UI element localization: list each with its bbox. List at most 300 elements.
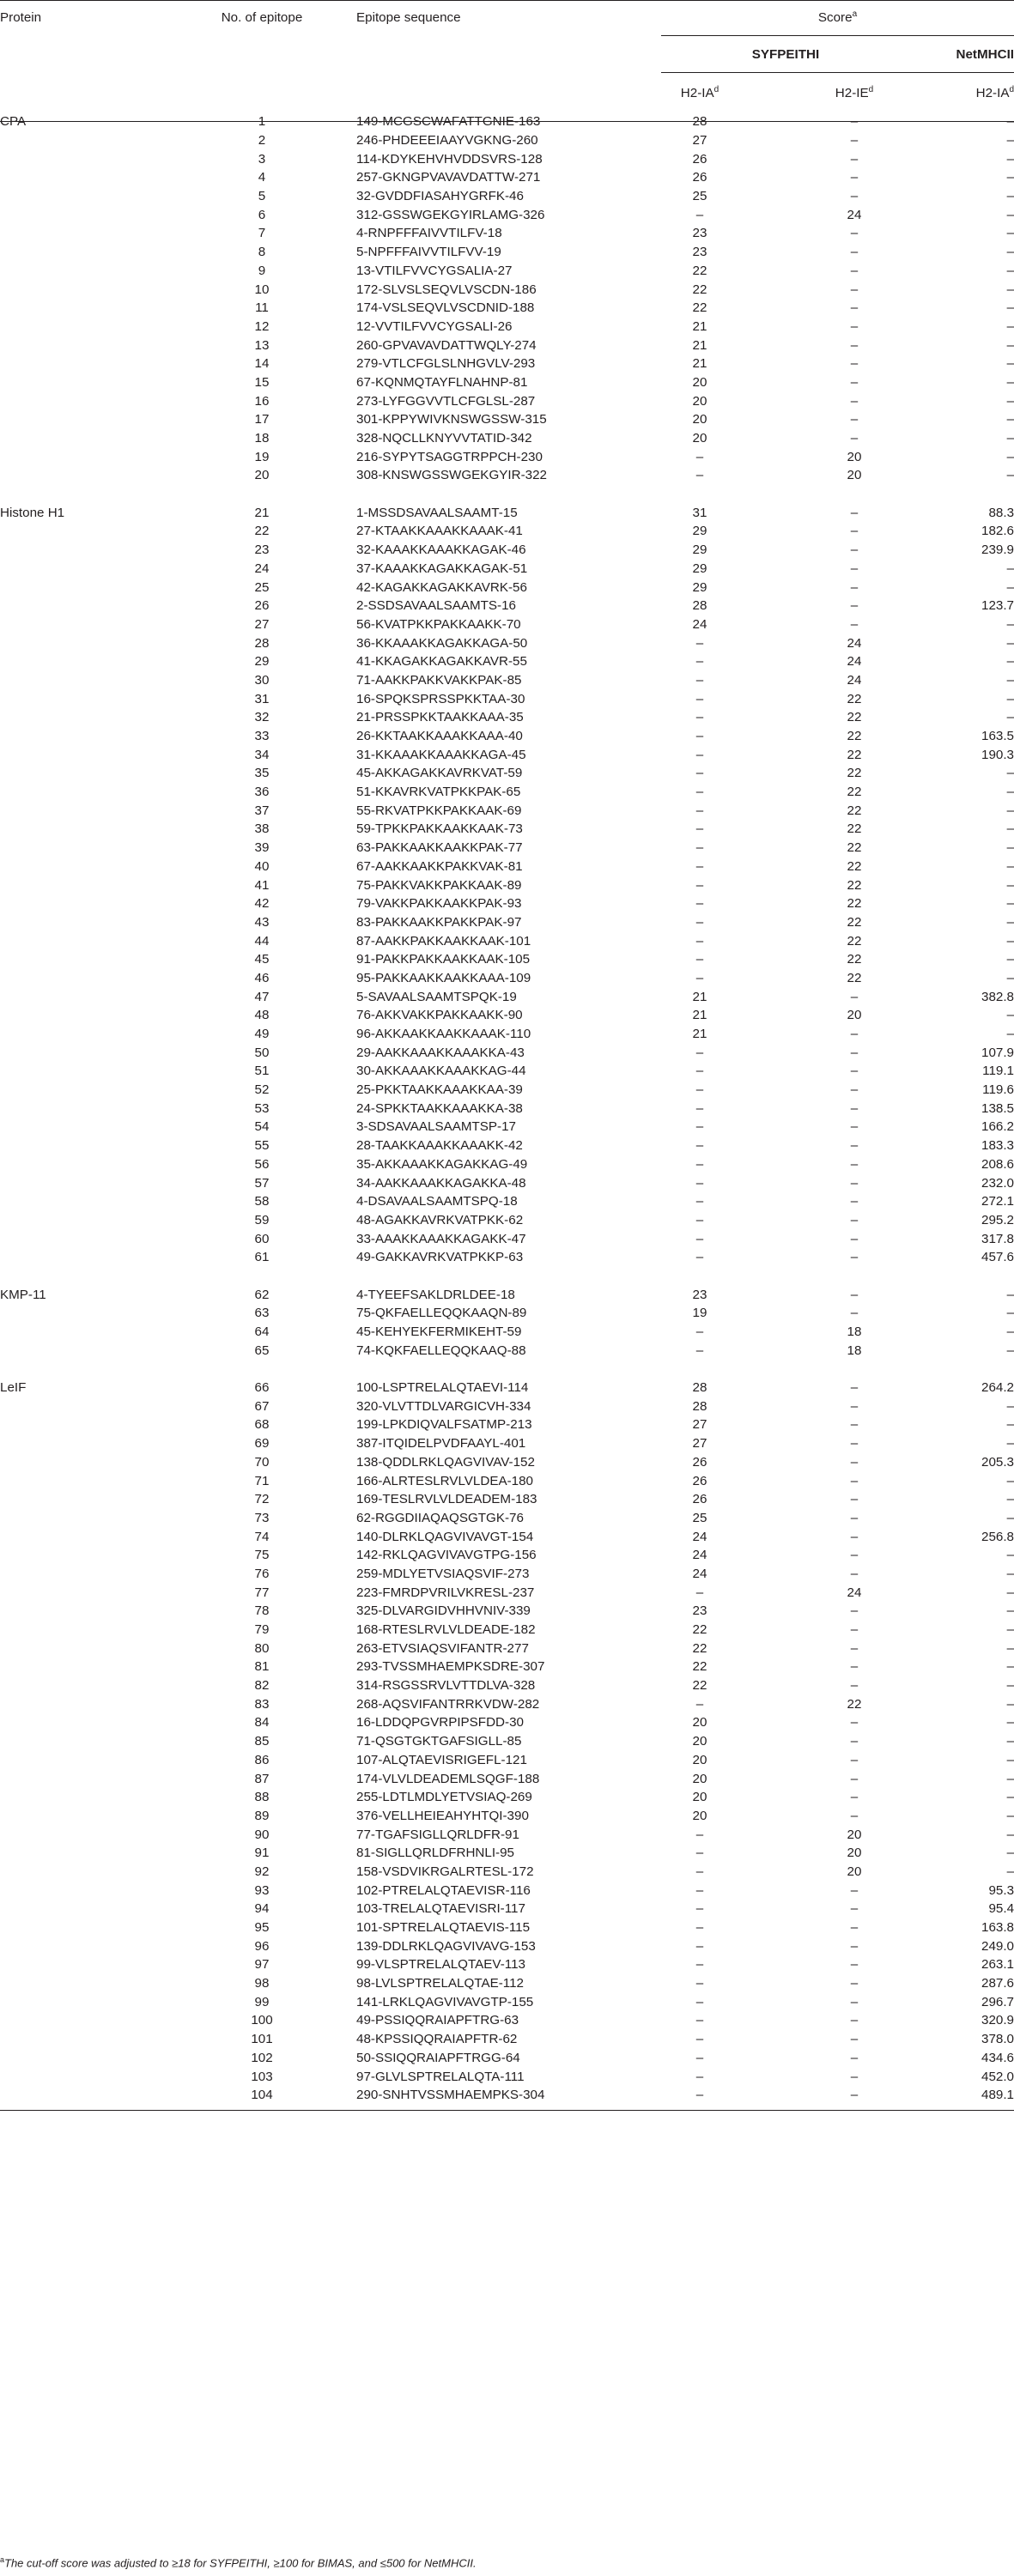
table-row	[0, 597, 1014, 615]
epitope-number-cell: 66	[254, 1380, 270, 1396]
protein-cell	[0, 1006, 167, 1025]
netmhcii-ia-cell: 378.0	[981, 2032, 1014, 2047]
syfpeithi-ie-cell: 24	[847, 672, 862, 688]
protein-cell	[0, 987, 167, 1006]
epitope-sequence-cell: 77-TGAFSIGLLQRLDFR-91	[356, 1827, 519, 1842]
netmhcii-ia-cell: –	[1006, 654, 1014, 670]
netmhcii-ia-cell: –	[1006, 1808, 1014, 1823]
protein-cell	[0, 1639, 167, 1658]
syfpeithi-ie-cell: –	[850, 1920, 859, 1936]
epitope-sequence-cell: 74-KQKFAELLEQQKAAQ-88	[356, 1343, 526, 1358]
syfpeithi-ie-cell: –	[850, 616, 859, 632]
syfpeithi-ia-cell: –	[695, 1156, 704, 1172]
protein-cell	[0, 1769, 167, 1788]
syfpeithi-ia-cell: –	[695, 785, 704, 800]
epitope-number-cell: 74	[254, 1529, 270, 1544]
epitope-number-cell: 55	[254, 1138, 270, 1154]
syfpeithi-ia-cell: –	[695, 2069, 704, 2084]
netmhcii-ia-cell: 382.8	[981, 989, 1014, 1004]
protein-cell	[0, 522, 167, 541]
table-row	[0, 578, 1014, 597]
netmhcii-ia-cell: –	[1006, 616, 1014, 632]
epitope-sequence-cell: 59-TPKKPAKKAAKKAAK-73	[356, 821, 523, 837]
syfpeithi-ia-cell: –	[695, 2032, 704, 2047]
table-row	[0, 858, 1014, 876]
syfpeithi-ia-cell: 21	[692, 356, 707, 372]
syfpeithi-ie-cell: 24	[847, 1585, 862, 1600]
netmhcii-ia-cell: –	[1006, 1473, 1014, 1488]
syfpeithi-ia-cell: –	[695, 1938, 704, 1954]
syfpeithi-ie-cell: –	[850, 1771, 859, 1786]
protein-cell	[0, 1937, 167, 1955]
group-spacer	[0, 1360, 1014, 1379]
table-row	[0, 783, 1014, 802]
epitope-number-cell: 80	[254, 1640, 270, 1656]
epitope-number-cell: 19	[254, 449, 270, 464]
epitope-sequence-cell: 100-LSPTRELALQTAEVI-114	[356, 1380, 529, 1396]
syfpeithi-ia-cell: 26	[692, 1454, 707, 1470]
table-row	[0, 1732, 1014, 1751]
epitope-sequence-cell: 174-VSLSEQVLVSCDNID-188	[356, 300, 535, 316]
syfpeithi-ie-cell: –	[850, 1250, 859, 1265]
epitope-number-cell: 97	[254, 1957, 270, 1973]
syfpeithi-ie-cell: 22	[847, 877, 862, 893]
epitope-number-cell: 75	[254, 1548, 270, 1563]
epitope-sequence-cell: 301-KPPYWIVKNSWGSSW-315	[356, 412, 547, 427]
table-row	[0, 1900, 1014, 1918]
group-spacer	[0, 485, 1014, 504]
epitope-number-cell: 71	[254, 1473, 270, 1488]
netmhcii-ia-cell: –	[1006, 449, 1014, 464]
netmhcii-ia-cell: 239.9	[981, 542, 1014, 558]
netmhcii-ia-cell: –	[1006, 840, 1014, 856]
netmhcii-ia-cell: 457.6	[981, 1250, 1014, 1265]
table-row	[0, 820, 1014, 839]
epitope-number-cell: 7	[258, 226, 266, 241]
protein-cell	[0, 783, 167, 802]
epitope-sequence-cell: 140-DLRKLQAGVIVAVGT-154	[356, 1529, 534, 1544]
table-row	[0, 391, 1014, 410]
netmhcii-ia-cell: 166.2	[981, 1119, 1014, 1135]
netmhcii-ia-cell: –	[1006, 766, 1014, 781]
syfpeithi-ie-cell: 18	[847, 1343, 862, 1358]
epitope-number-cell: 34	[254, 747, 270, 762]
syfpeithi-ie-cell: –	[850, 1752, 859, 1767]
syfpeithi-ia-cell: 28	[692, 1398, 707, 1414]
syfpeithi-ia-cell: 23	[692, 245, 707, 260]
syfpeithi-ie-cell: –	[850, 226, 859, 241]
header-rule	[0, 121, 1014, 122]
epitope-sequence-cell: 139-DDLRKLQAGVIVAVG-153	[356, 1938, 536, 1954]
syfpeithi-ia-cell: –	[695, 710, 704, 725]
syfpeithi-ia-cell: –	[695, 1324, 704, 1340]
epitope-sequence-cell: 168-RTESLRVLVLDEADE-182	[356, 1622, 536, 1638]
syfpeithi-ie-cell: 20	[847, 1864, 862, 1879]
syfpeithi-ie-cell: 24	[847, 207, 862, 222]
protein-cell	[0, 1992, 167, 2011]
syfpeithi-ie-cell: –	[850, 505, 859, 520]
table-row	[0, 1974, 1014, 1993]
epitope-number-cell: 94	[254, 1901, 270, 1917]
netmhcii-ia-cell: –	[1006, 1696, 1014, 1712]
table-row	[0, 913, 1014, 932]
epitope-sequence-cell: 71-QSGTGKTGAFSIGLL-85	[356, 1734, 522, 1749]
score-header: Score$^a$	[661, 0, 1014, 36]
epitope-sequence-cell: 75-QKFAELLEQQKAAQN-89	[356, 1306, 527, 1321]
syfpeithi-ie-cell: 22	[847, 858, 862, 874]
table-row	[0, 1192, 1014, 1211]
protein-cell	[0, 2030, 167, 2049]
epitope-number-cell: 89	[254, 1808, 270, 1823]
table-row	[0, 969, 1014, 988]
netmhcii-ia-cell: –	[1006, 1640, 1014, 1656]
protein-cell	[0, 1788, 167, 1807]
epitope-sequence-cell: 32-KAAAKKAAAKKAGAK-46	[356, 542, 526, 558]
protein-cell	[0, 597, 167, 615]
protein-cell	[0, 1676, 167, 1695]
syfpeithi-ie-cell: –	[850, 337, 859, 353]
epitope-sequence-cell: 62-RGGDIIAQAQSGTGK-76	[356, 1510, 524, 1525]
netmhcii-ia-cell: –	[1006, 914, 1014, 930]
protein-cell	[0, 1099, 167, 1118]
protein-cell	[0, 447, 167, 466]
protein-cell	[0, 373, 167, 392]
syfpeithi-ia-cell: 20	[692, 1752, 707, 1767]
syfpeithi-ia-cell: –	[695, 933, 704, 949]
syfpeithi-ia-cell: 26	[692, 1473, 707, 1488]
syfpeithi-ia-cell: 29	[692, 579, 707, 595]
protein-cell	[0, 243, 167, 262]
netmhcii-ia-cell: 95.3	[988, 1882, 1014, 1898]
syfpeithi-ia-cell: 26	[692, 151, 707, 167]
table-row	[0, 373, 1014, 392]
netmhcii-ia-cell: 320.9	[981, 2013, 1014, 2028]
syfpeithi-ia-cell: –	[695, 207, 704, 222]
table-row	[0, 1379, 1014, 1397]
table-row	[0, 503, 1014, 522]
epitope-number-cell: 83	[254, 1696, 270, 1712]
syfpeithi-ie-cell: –	[850, 1100, 859, 1116]
protein-cell	[0, 2086, 167, 2105]
epitope-number-cell: 68	[254, 1417, 270, 1433]
epitope-sequence-cell: 13-VTILFVVCYGSALIA-27	[356, 263, 513, 278]
protein-cell	[0, 1955, 167, 1974]
syfpeithi-ia-cell: 23	[692, 1287, 707, 1302]
epitope-number-cell: 13	[254, 337, 270, 353]
syfpeithi-ie-cell: –	[850, 133, 859, 148]
syfpeithi-ie-cell: –	[850, 1994, 859, 2009]
protein-cell	[0, 131, 167, 150]
netmhcii-ia-cell: –	[1006, 226, 1014, 241]
protein-cell	[0, 2049, 167, 2068]
epitope-number-cell: 72	[254, 1492, 270, 1507]
netmhcii-ia-cell: –	[1006, 561, 1014, 576]
syfpeithi-ia-cell: 29	[692, 524, 707, 539]
netmhcii-ia-cell: 88.3	[988, 505, 1014, 520]
table-row	[0, 1621, 1014, 1640]
table-row	[0, 187, 1014, 206]
table-row	[0, 1248, 1014, 1267]
table-row	[0, 1415, 1014, 1434]
syfpeithi-ie-cell: 22	[847, 840, 862, 856]
epitope-sequence-cell: 29-AAKKAAAKKAAAKKA-43	[356, 1045, 525, 1060]
protein-cell	[0, 894, 167, 913]
table-row	[0, 1323, 1014, 1342]
table-row	[0, 1527, 1014, 1546]
epitope-number-cell: 42	[254, 896, 270, 912]
table-row	[0, 950, 1014, 969]
table-row	[0, 745, 1014, 764]
protein-cell	[0, 541, 167, 560]
epitope-sequence-cell: 63-PAKKAAKKAAKKPAK-77	[356, 840, 523, 856]
netmhcii-ia-cell: –	[1006, 1343, 1014, 1358]
epitope-number-cell: 20	[254, 468, 270, 483]
syfpeithi-ie-cell: –	[850, 263, 859, 278]
syfpeithi-ia-cell: –	[695, 1250, 704, 1265]
syfpeithi-ie-cell: –	[850, 1957, 859, 1973]
table-row	[0, 689, 1014, 708]
syfpeithi-ie-cell: 24	[847, 654, 862, 670]
netmhcii-ia-cell: 182.6	[981, 524, 1014, 539]
epitope-sequence-cell: 41-KKAGAKKAGAKKAVR-55	[356, 654, 527, 670]
table-row	[0, 1025, 1014, 1044]
epitope-sequence-cell: 263-ETVSIAQSVIFANTR-277	[356, 1640, 529, 1656]
table-row	[0, 1639, 1014, 1658]
table-row	[0, 1602, 1014, 1621]
epitope-number-cell: 73	[254, 1510, 270, 1525]
syfpeithi-ia-cell: 20	[692, 374, 707, 390]
epitope-number-cell: 16	[254, 393, 270, 409]
syfpeithi-ie-cell: –	[850, 356, 859, 372]
table-header	[0, 0, 1014, 112]
protein-cell	[0, 466, 167, 485]
syfpeithi-ie-cell: –	[850, 1622, 859, 1638]
syfpeithi-ia-cell: –	[695, 896, 704, 912]
table-row	[0, 280, 1014, 299]
table-row	[0, 1955, 1014, 1974]
netmhcii-ia-cell: –	[1006, 1585, 1014, 1600]
syfpeithi-ia-cell: 24	[692, 1566, 707, 1581]
epitope-number-cell: 43	[254, 914, 270, 930]
syfpeithi-ia-cell: –	[695, 1064, 704, 1079]
syfpeithi-ie-cell: –	[850, 1306, 859, 1321]
epitope-sequence-cell: 26-KKTAAKKAAAKKAAA-40	[356, 729, 523, 744]
netmhcii-ia-cell: –	[1006, 170, 1014, 185]
table-row	[0, 931, 1014, 950]
epitope-sequence-cell: 114-KDYKEHVHVDDSVRS-128	[356, 151, 543, 167]
netmhcii-ia-cell: –	[1006, 952, 1014, 967]
netmhcii-ia-cell: 163.5	[981, 729, 1014, 744]
protein-cell	[0, 633, 167, 652]
syfpeithi-ia-cell: –	[695, 952, 704, 967]
table-row	[0, 1918, 1014, 1937]
table-row	[0, 839, 1014, 858]
epitope-sequence-cell: 76-AKKVAKKPAKKAAKK-90	[356, 1008, 523, 1023]
netmhcii-ia-cell: –	[1006, 151, 1014, 167]
epitope-sequence-cell: 21-PRSSPKKTAAKKAAA-35	[356, 710, 524, 725]
epitope-number-cell: 78	[254, 1603, 270, 1619]
protein-cell	[0, 1527, 167, 1546]
syfpeithi-ia-cell: –	[695, 635, 704, 651]
bottom-rule	[0, 2110, 1014, 2111]
syfpeithi-ia-cell: –	[695, 672, 704, 688]
netmhcii-ia-cell: –	[1006, 1622, 1014, 1638]
protein-cell	[0, 1173, 167, 1192]
epitope-sequence-cell: 5-NPFFFAIVVTILFVV-19	[356, 245, 501, 260]
syfpeithi-ia-cell: 20	[692, 1808, 707, 1823]
syfpeithi-ie-cell: –	[850, 1119, 859, 1135]
table-row	[0, 1081, 1014, 1100]
table-row	[0, 1713, 1014, 1732]
table-row	[0, 727, 1014, 746]
syfpeithi-ie-cell: –	[850, 300, 859, 316]
protein-cell	[0, 913, 167, 932]
epitope-number-cell: 70	[254, 1454, 270, 1470]
netmhcii-ia-cell: –	[1006, 1715, 1014, 1730]
netmhcii-ia-cell: –	[1006, 282, 1014, 297]
epitope-number-cell: 11	[255, 300, 269, 316]
syfpeithi-ie-cell: –	[850, 1380, 859, 1396]
epitope-sequence-cell: 1-MSSDSAVAALSAAMT-15	[356, 505, 518, 520]
table-row	[0, 1863, 1014, 1882]
epitope-number-cell: 79	[254, 1622, 270, 1638]
epitope-number-cell: 25	[254, 579, 270, 595]
netmhcii-ia-cell: –	[1006, 691, 1014, 706]
protein-cell	[0, 1881, 167, 1900]
netmhcii-ia-cell: –	[1006, 300, 1014, 316]
syfpeithi-ia-cell: –	[695, 2088, 704, 2103]
epitope-number-cell: 38	[254, 821, 270, 837]
epitope-sequence-cell: 75-PAKKVAKKPAKKAAK-89	[356, 877, 522, 893]
epitope-sequence-cell: 166-ALRTESLRVLVLDEA-180	[356, 1473, 533, 1488]
protein-header: Protein	[0, 10, 42, 26]
table-row	[0, 224, 1014, 243]
syfpeithi-ia-cell: –	[695, 449, 704, 464]
syfpeithi-ia-cell: –	[695, 1100, 704, 1116]
protein-cell	[0, 1229, 167, 1248]
protein-cell	[0, 410, 167, 429]
epitope-number-cell: 37	[254, 803, 270, 818]
table-row	[0, 1006, 1014, 1025]
syfpeithi-ia-cell: 19	[692, 1306, 707, 1321]
syfpeithi-ie-cell: –	[850, 1175, 859, 1191]
syfpeithi-ie-cell: –	[850, 374, 859, 390]
syfpeithi-ie-cell: –	[850, 151, 859, 167]
epitope-number-cell: 64	[254, 1324, 270, 1340]
epitope-number-cell: 29	[254, 654, 270, 670]
epitope-sequence-cell: 169-TESLRVLVLDEADEM-183	[356, 1492, 537, 1507]
protein-cell	[0, 1118, 167, 1136]
table-row	[0, 615, 1014, 634]
protein-cell	[0, 1546, 167, 1565]
epitope-number-cell: 98	[254, 1976, 270, 1991]
syfpeithi-ia-cell: –	[695, 1976, 704, 1991]
syfpeithi-ia-cell: –	[695, 1994, 704, 2009]
netmhcii-ia-cell: –	[1006, 933, 1014, 949]
protein-cell: Histone H1	[0, 505, 65, 520]
table-row	[0, 2086, 1014, 2105]
epitope-sequence-cell: 25-PKKTAAKKAAAKKAA-39	[356, 1082, 523, 1098]
epitope-sequence-cell: 12-VVTILFVVCYGSALI-26	[356, 318, 513, 334]
epitope-number-cell: 49	[254, 1027, 270, 1042]
netmhcii-ia-cell: –	[1006, 1287, 1014, 1302]
epitope-sequence-cell: 49-GAKKAVRKVATPKKP-63	[356, 1250, 524, 1265]
table-row	[0, 1881, 1014, 1900]
epitope-number-cell: 86	[254, 1752, 270, 1767]
protein-cell	[0, 801, 167, 820]
epitope-sequence-cell: 325-DLVARGIDVHHVNIV-339	[356, 1603, 531, 1619]
epitope-number-cell: 39	[254, 840, 270, 856]
footnote: $^a$The cut-off score was adjusted to ≥18 for SYFPEITHI, ≥100 for BIMAS, and ≤500 for NetMHCII.	[0, 2555, 477, 2570]
protein-cell	[0, 1621, 167, 1640]
syfpeithi-ie-cell: 22	[847, 766, 862, 781]
protein-cell	[0, 950, 167, 969]
table-row	[0, 1304, 1014, 1323]
epitope-number-cell: 91	[254, 1846, 270, 1861]
protein-cell	[0, 1415, 167, 1434]
epitope-sequence-cell: 87-AAKKPAKKAAKKAAK-101	[356, 933, 531, 949]
syfpeithi-ia-cell: 25	[692, 189, 707, 204]
epitope-number-cell: 87	[254, 1771, 270, 1786]
epitope-number-cell: 59	[254, 1212, 270, 1227]
epitope-number-cell: 63	[254, 1306, 270, 1321]
epitope-number-cell: 95	[254, 1920, 270, 1936]
syfpeithi-ie-cell: –	[850, 431, 859, 446]
epitope-number-cell: 92	[254, 1864, 270, 1879]
syfpeithi-ie-cell: 22	[847, 952, 862, 967]
table-row	[0, 541, 1014, 560]
epitope-number-cell: 28	[254, 635, 270, 651]
syfpeithi-ie-cell: –	[850, 1045, 859, 1060]
netmhcii-ia-cell: –	[1006, 189, 1014, 204]
netmhcii-ia-cell: –	[1006, 1436, 1014, 1452]
epitope-sequence-cell: 48-KPSSIQQRAIAPFTR-62	[356, 2032, 518, 2047]
protein-cell	[0, 1732, 167, 1751]
netmhcii-ia-cell: 489.1	[981, 2088, 1014, 2103]
netmhcii-ia-cell: –	[1006, 1790, 1014, 1805]
syfpeithi-ie-cell: 22	[847, 914, 862, 930]
protein-cell	[0, 1136, 167, 1155]
protein-cell	[0, 1062, 167, 1081]
table-row	[0, 2067, 1014, 2086]
netmhcii-ia-cell: –	[1006, 1492, 1014, 1507]
epitope-number-cell: 4	[258, 170, 266, 185]
epitope-sequence-cell: 273-LYFGGVVTLCFGLSL-287	[356, 393, 536, 409]
epitope-number-cell: 31	[254, 691, 270, 706]
epitope-number-cell: 26	[254, 598, 270, 614]
epitope-number-cell: 12	[254, 318, 270, 334]
table-row	[0, 243, 1014, 262]
epitope-sequence-cell: 103-TRELALQTAEVISRI-117	[356, 1901, 525, 1917]
group-spacer	[0, 1267, 1014, 1286]
protein-cell	[0, 299, 167, 318]
epitope-sequence-cell: 328-NQCLLKNYVVTATID-342	[356, 431, 532, 446]
table-row	[0, 1155, 1014, 1174]
epitope-number-cell: 58	[254, 1194, 270, 1209]
netmhcii-ia-cell: 434.6	[981, 2050, 1014, 2065]
epitope-sequence-cell: 101-SPTRELALQTAEVIS-115	[356, 1920, 531, 1936]
epitope-sequence-cell: 27-KTAAKKAAAKKAAAK-41	[356, 524, 523, 539]
table-row	[0, 1136, 1014, 1155]
table-row	[0, 2011, 1014, 2030]
epitope-sequence-cell: 24-SPKKTAAKKAAAKKA-38	[356, 1100, 523, 1116]
table-row	[0, 410, 1014, 429]
syfpeithi-ia-cell: 28	[692, 598, 707, 614]
netmhcii-ia-cell: –	[1006, 1771, 1014, 1786]
epitope-number-cell: 51	[254, 1064, 270, 1079]
protein-cell	[0, 1248, 167, 1267]
syfpeithi-ie-cell: –	[850, 189, 859, 204]
